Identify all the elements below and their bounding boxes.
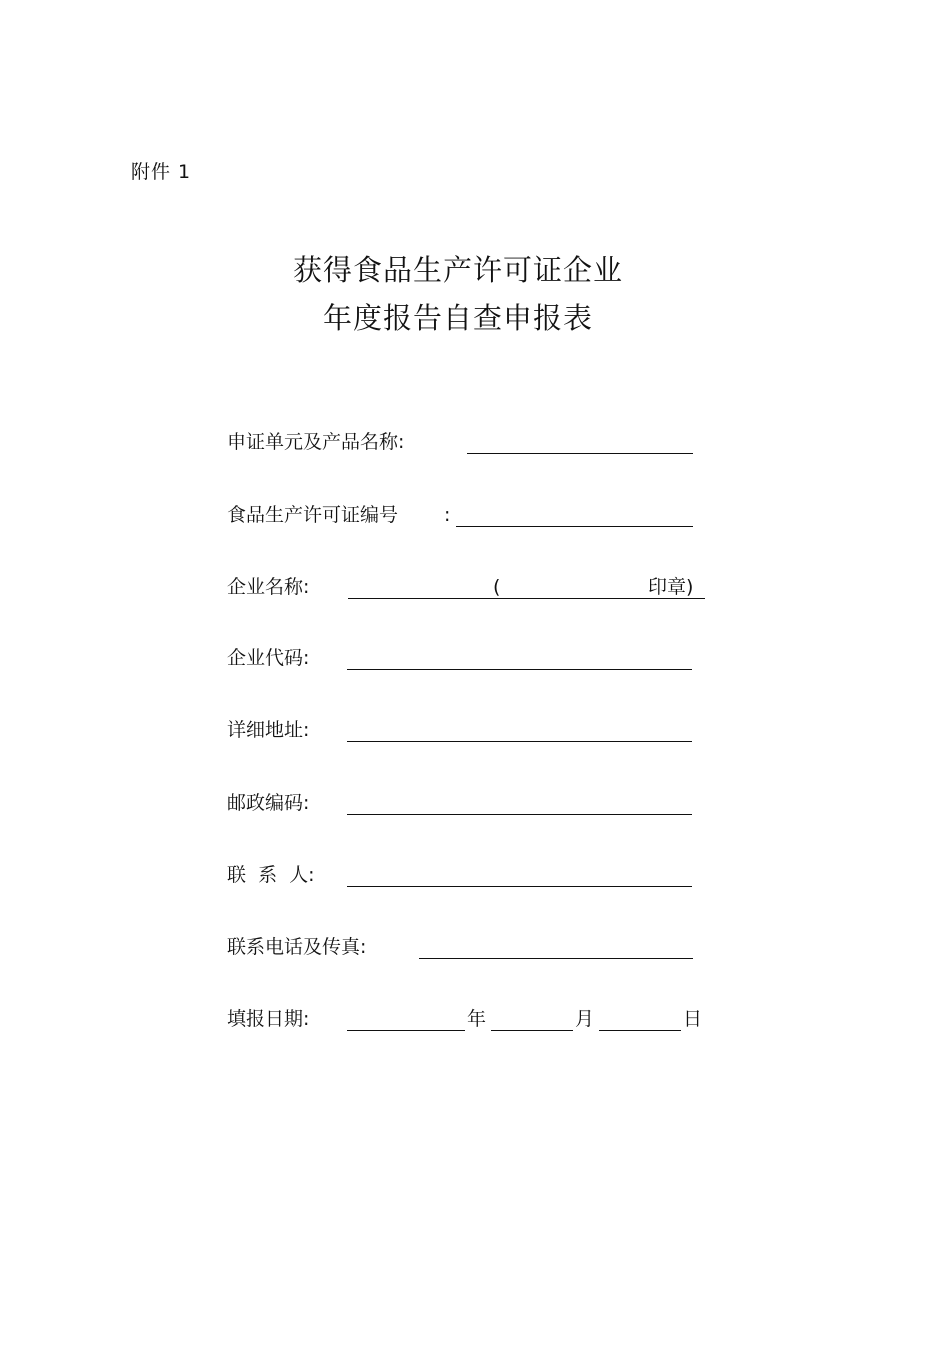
input-line-company-code[interactable] [347, 669, 692, 670]
date-month-unit: 月 [575, 1008, 595, 1030]
field-label-phone-fax: 联系电话及传真: [227, 936, 367, 958]
field-label-address: 详细地址: [227, 719, 310, 741]
field-label-postcode: 邮政编码: [227, 792, 310, 814]
input-line-phone-fax[interactable] [419, 958, 693, 959]
input-line-year[interactable] [347, 1030, 465, 1031]
seal-text: 印章) [648, 576, 694, 598]
field-phone-fax [227, 934, 697, 960]
input-line-month[interactable] [491, 1030, 573, 1031]
input-line-day[interactable] [599, 1030, 681, 1031]
field-date [227, 1006, 707, 1032]
seal-open-paren: ( [493, 576, 501, 598]
field-label-date: 填报日期: [227, 1008, 310, 1030]
attachment-label: 附件 1 [131, 161, 192, 183]
field-unit-product [227, 429, 697, 455]
field-postcode [227, 790, 697, 816]
input-line-license-no[interactable] [456, 526, 693, 527]
field-company-name [227, 574, 707, 600]
input-line-contact[interactable] [347, 886, 692, 887]
field-contact [227, 862, 697, 888]
field-label-company-code: 企业代码: [227, 647, 310, 669]
field-address [227, 717, 697, 743]
date-year-unit: 年 [467, 1008, 487, 1030]
field-label-contact: 联 系 人: [227, 864, 315, 886]
page-title-line-1: 获得食品生产许可证企业 [292, 253, 623, 287]
field-label-license-no: 食品生产许可证编号 [227, 504, 399, 526]
field-label-unit-product: 申证单元及产品名称: [227, 431, 405, 453]
field-label-company-name: 企业名称: [227, 576, 310, 598]
input-line-postcode[interactable] [347, 814, 692, 815]
page-title-line-2: 年度报告自查申报表 [322, 301, 593, 335]
input-line-address[interactable] [347, 741, 692, 742]
date-day-unit: 日 [683, 1008, 703, 1030]
field-company-code [227, 645, 697, 671]
field-license-no [227, 502, 697, 528]
license-colon: : [444, 504, 451, 526]
input-line-unit-product[interactable] [467, 453, 693, 454]
